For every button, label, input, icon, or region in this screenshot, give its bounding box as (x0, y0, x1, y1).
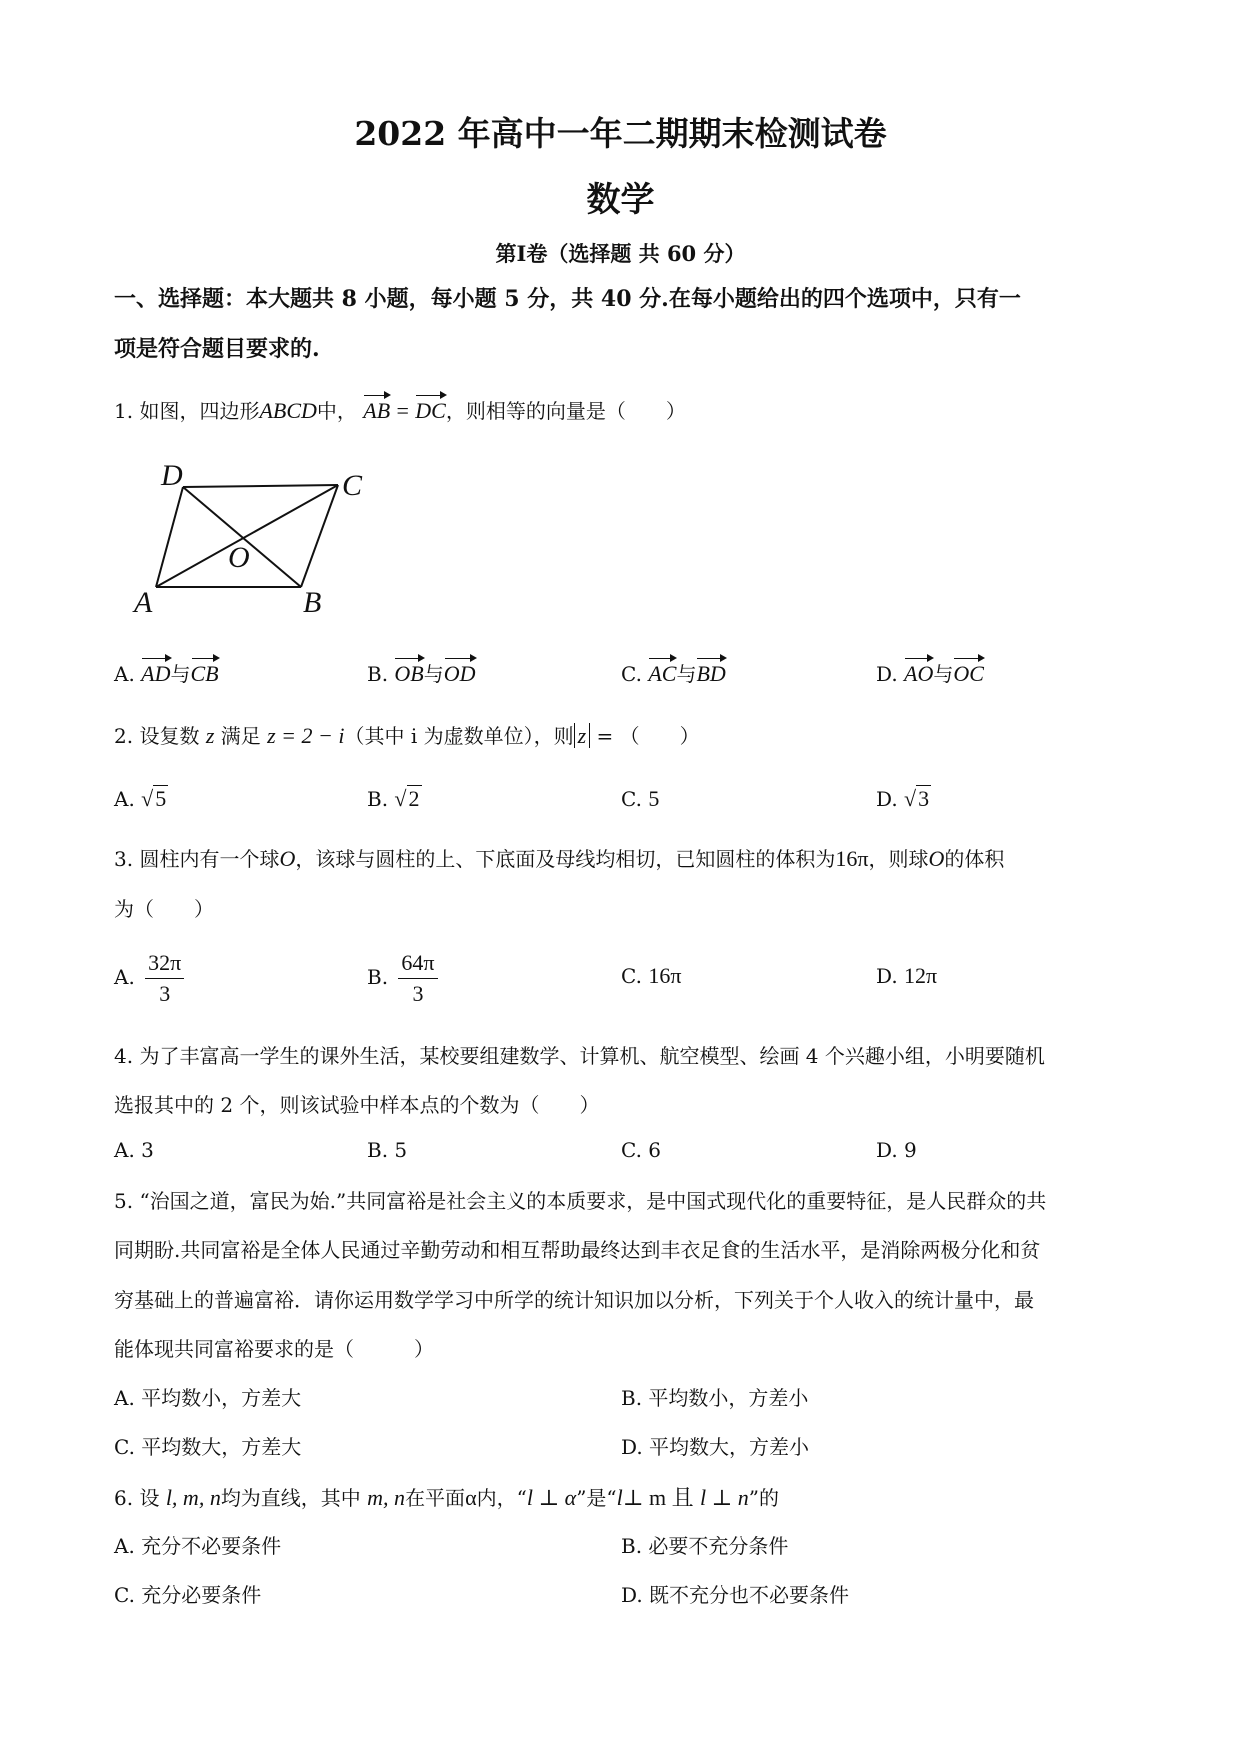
q6-mid3: 内，“ (476, 1486, 527, 1510)
q6-prefix: 6. 设 (114, 1486, 160, 1510)
q4-option-a[interactable]: A. 3 (114, 1138, 154, 1162)
vertex-label-a: A (134, 586, 153, 615)
edge-bc (301, 485, 338, 587)
q3-option-a[interactable] (114, 950, 188, 1007)
q1-option-b-letter: B. (367, 662, 389, 686)
q2-option-d-letter: D. (876, 787, 898, 811)
q1-option-c-vector2: BD (696, 655, 725, 687)
q6-lines-mn: m, n (367, 1485, 406, 1510)
center-label-o: O (228, 541, 250, 574)
q3-option-b[interactable] (367, 950, 442, 1007)
q3-cylinder-volume: 16π (835, 846, 869, 871)
q6-option-a[interactable]: A. 充分不必要条件 (114, 1534, 282, 1558)
q1-equals: = (396, 398, 409, 423)
q1-option-a-vector1: AD (141, 655, 170, 687)
q2-option-b[interactable] (367, 786, 422, 812)
question-4-line2: 选报其中的 2 个，则该试验中样本点的个数为（ ） (114, 1093, 600, 1117)
q6-condition-1: l ⊥ α (526, 1485, 577, 1510)
subject-title: 数学 (586, 180, 655, 220)
q3-option-a-numerator: 32π (145, 950, 184, 979)
q4-option-d[interactable]: D. 9 (876, 1138, 917, 1162)
q1-mid: 中， (316, 399, 357, 423)
q5-option-d[interactable]: D. 平均数大，方差小 (621, 1435, 810, 1459)
q1-vector-dc: DC (415, 392, 446, 424)
vertex-label-c: C (342, 469, 363, 502)
q3-line1-d: 的体积 (944, 847, 1005, 871)
q5-option-b[interactable]: B. 平均数小，方差小 (621, 1386, 809, 1410)
q1-option-b-vector1: OB (394, 655, 423, 687)
q6-suffix: ”的 (748, 1486, 779, 1510)
q2-variable-z: z (205, 723, 215, 748)
q3-option-a-denominator: 3 (159, 981, 171, 1006)
section-heading-line1: 一、选择题：本大题共 8 小题，每小题 5 分，共 40 分.在每小题给出的四个选项中，只有一 (114, 286, 1021, 312)
q2-option-b-sqrt: √2 (394, 786, 420, 811)
q1-option-b-join: 与 (423, 662, 444, 686)
q2-option-d-sqrt: √3 (904, 786, 930, 811)
edge-ad (156, 487, 183, 587)
q2-option-d-radicand: 3 (918, 786, 930, 811)
q6-option-d[interactable]: D. 既不充分也不必要条件 (621, 1583, 850, 1607)
q6-condition-2-l: l (616, 1485, 623, 1510)
q2-prefix: 2. 设复数 (114, 724, 200, 748)
q2-option-c-value: 5 (648, 786, 660, 811)
q5-option-c[interactable]: C. 平均数大，方差大 (114, 1435, 302, 1459)
section-heading-line2: 项是符合题目要求的. (114, 336, 320, 362)
q2-mid2: （其中 i 为虚数单位），则 (344, 724, 574, 748)
q1-quad: ABCD (259, 398, 317, 423)
edge-dc (183, 485, 338, 487)
q3-option-b-letter: B. (367, 965, 389, 989)
q2-option-a-letter: A. (114, 787, 135, 811)
q1-option-d[interactable] (876, 655, 984, 687)
q2-equation: z = 2 − i (267, 723, 345, 748)
q1-option-c-letter: C. (621, 662, 642, 686)
q3-option-d-value: 12π (904, 963, 938, 988)
q1-option-a-vector2: CB (191, 655, 219, 687)
q4-option-b[interactable]: B. 5 (367, 1138, 408, 1162)
q1-option-c[interactable] (621, 655, 726, 687)
q1-prefix: 1. 如图，四边形 (114, 399, 260, 423)
q1-option-d-vector1: AO (904, 655, 933, 687)
question-5-line1: 5. “治国之道，富民为始.”共同富裕是社会主义的本质要求，是中国式现代化的重要特征，是人民群众的共 (114, 1189, 1047, 1213)
question-6-stem (114, 1481, 779, 1512)
q1-suffix: ，则相等的向量是（ ） (445, 399, 686, 423)
q3-option-a-letter: A. (114, 965, 135, 989)
q1-option-a[interactable] (114, 655, 219, 687)
q1-option-b[interactable] (367, 655, 476, 687)
q1-option-b-vector2: OD (444, 655, 476, 687)
question-5-line3: 穷基础上的普遍富裕．请你运用数学学习中所学的统计知识加以分析，下列关于个人收入的统计量中，最 (114, 1288, 1034, 1312)
q4-option-c[interactable]: C. 6 (621, 1138, 662, 1162)
question-5-line2: 同期盼.共同富裕是全体人民通过辛勤劳动和相互帮助最终达到丰衣足食的生活水平，是消除两极分化和贫 (114, 1238, 1041, 1262)
q3-option-b-numerator: 64π (398, 950, 437, 979)
q2-mid: 满足 (220, 724, 261, 748)
q3-option-c-letter: C. (621, 964, 642, 988)
q6-mid2: 在平面 (405, 1486, 466, 1510)
q2-option-a-radicand: 5 (155, 786, 167, 811)
parallelogram-figure (125, 455, 375, 615)
q1-option-c-join: 与 (676, 662, 697, 686)
q2-option-c[interactable] (621, 786, 659, 812)
q1-option-d-letter: D. (876, 662, 898, 686)
q1-option-d-vector2: OC (953, 655, 984, 687)
question-3-line2: 为（ ） (114, 897, 214, 921)
q6-option-c[interactable]: C. 充分必要条件 (114, 1583, 262, 1607)
q6-option-b[interactable]: B. 必要不充分条件 (621, 1534, 789, 1558)
q6-mid: 均为直线，其中 (220, 1486, 361, 1510)
q1-option-d-join: 与 (933, 662, 954, 686)
section-heading (114, 274, 1134, 374)
q3-option-a-fraction (145, 950, 184, 1007)
q3-sphere-o-2: O (928, 846, 945, 871)
q6-condition-2-ln: l ⊥ n (699, 1485, 749, 1510)
q1-option-a-join: 与 (170, 662, 191, 686)
q2-option-d[interactable] (876, 786, 931, 812)
q3-option-d[interactable] (876, 963, 937, 989)
question-2-stem (114, 720, 700, 749)
volume-heading: 第Ⅰ卷（选择题 共 60 分） (495, 241, 746, 266)
q6-plane-alpha: α (465, 1485, 477, 1510)
question-4-line1: 4. 为了丰富高一学生的课外生活，某校要组建数学、计算机、航空模型、绘画 4 个兴趣小组，小明要随机 (114, 1044, 1045, 1068)
q3-line1-a: 3. 圆柱内有一个球 (114, 847, 280, 871)
q6-lines-lmn: l, m, n (165, 1485, 221, 1510)
q6-condition-2-perp-m: ⊥ m 且 (622, 1485, 694, 1510)
q3-option-c[interactable] (621, 963, 681, 989)
question-3-line1 (114, 843, 1004, 872)
q2-modulus: z (574, 723, 591, 748)
vertex-label-d: D (161, 459, 183, 492)
q1-option-c-vector1: AC (648, 655, 676, 687)
exam-title: 2022 年高中一年二期期末检测试卷 (354, 114, 887, 153)
q3-line1-c: ，则球 (868, 847, 929, 871)
q5-option-a[interactable]: A. 平均数小，方差大 (114, 1386, 302, 1410)
q2-option-a-sqrt: √5 (141, 786, 167, 811)
q3-option-d-letter: D. (876, 964, 898, 988)
question-5-line4: 能体现共同富裕要求的是（ ） (114, 1337, 434, 1361)
q3-option-b-fraction (398, 950, 437, 1007)
q2-option-b-radicand: 2 (408, 786, 420, 811)
q3-line1-b: ，该球与圆柱的上、下底面及母线均相切，已知圆柱的体积为 (295, 847, 836, 871)
q3-option-c-value: 16π (648, 963, 682, 988)
q1-vector-ab: AB (363, 392, 390, 424)
q6-mid4: ”是“ (576, 1486, 617, 1510)
q2-option-c-letter: C. (621, 787, 642, 811)
q2-option-b-letter: B. (367, 787, 389, 811)
q3-sphere-o: O (279, 846, 296, 871)
q1-option-a-letter: A. (114, 662, 135, 686)
q2-option-a[interactable] (114, 786, 168, 812)
q3-option-b-denominator: 3 (412, 981, 424, 1006)
vertex-label-b: B (303, 586, 322, 615)
question-1-stem (114, 392, 686, 424)
q2-suffix: = （ ） (596, 724, 700, 748)
